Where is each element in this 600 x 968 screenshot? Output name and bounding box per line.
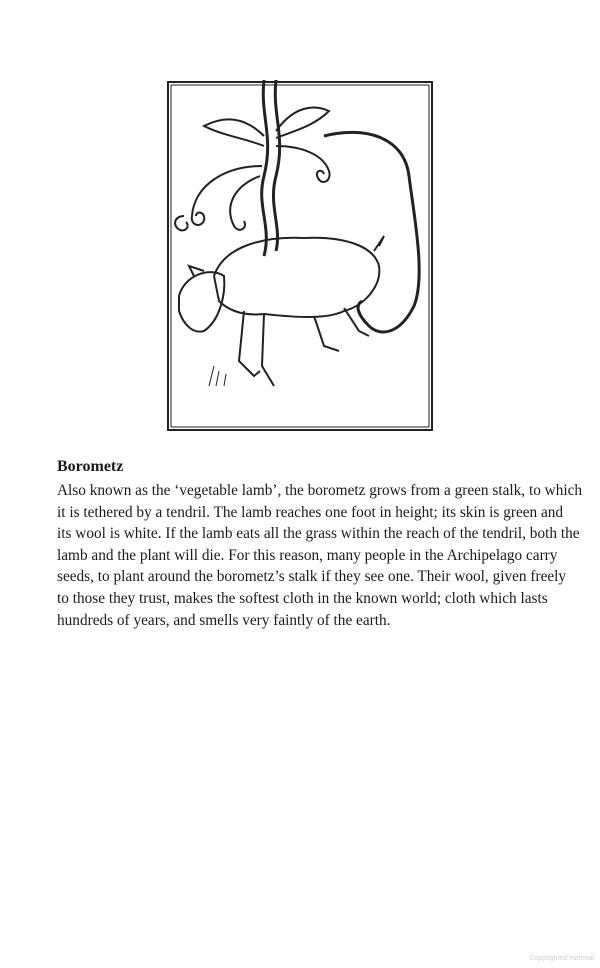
- body-line: lamb and the plant will die. For this reason, many people in the Archipelago carry: [57, 546, 558, 564]
- lamb: [214, 238, 379, 317]
- entry-body: [57, 480, 583, 631]
- lamb-leg: [262, 314, 274, 386]
- copyright-watermark: Copyrighted material: [529, 955, 594, 962]
- body-line: its wool is white. If the lamb eats all the grass within the reach of the tendril, both the: [57, 525, 580, 543]
- lamb-leg: [314, 316, 339, 351]
- lamb-head: [179, 272, 224, 332]
- ornate-frame: [168, 82, 432, 430]
- plant-stalk: [262, 80, 268, 256]
- body-line: seeds, to plant around the borometz’s stalk if they see one. Their wool, given freely: [57, 568, 567, 586]
- lamb-tendril: [324, 132, 419, 332]
- body-line: to those they trust, makes the softest cloth in the known world; cloth which lasts: [57, 589, 548, 607]
- grass: [209, 366, 226, 386]
- plant-leaf: [276, 108, 329, 138]
- borometz-illustration: [164, 76, 436, 436]
- body-line: Also known as the ‘vegetable lamb’, the borometz grows from a green stalk, to which: [57, 482, 583, 499]
- body-line: hundreds of years, and smells very faintly of the earth.: [57, 611, 391, 629]
- plant-tendril: [192, 166, 262, 225]
- lamb-leg: [239, 311, 260, 376]
- body-line: it is tethered by a tendril. The lamb reaches one foot in height; its skin is green and: [57, 503, 564, 521]
- plant-leaf: [204, 119, 264, 146]
- entry-title: Borometz: [57, 458, 124, 475]
